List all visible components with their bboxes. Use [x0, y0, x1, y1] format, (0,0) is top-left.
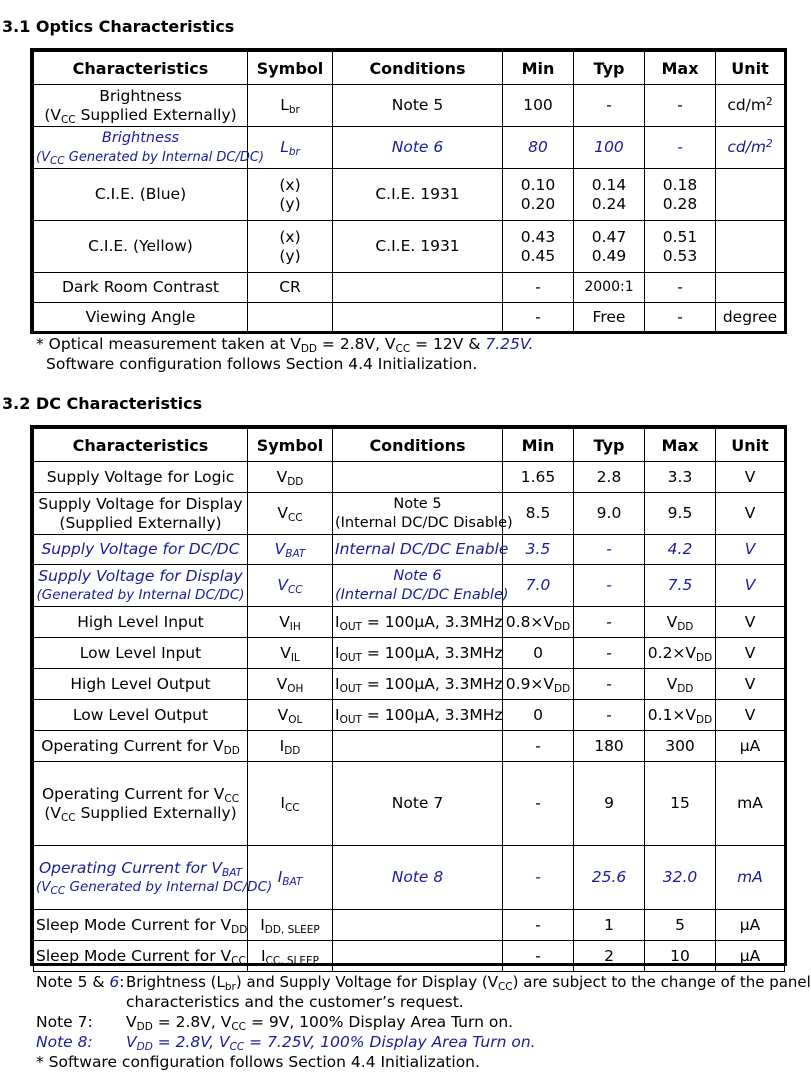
symbol-cell: $V_{OL}$	[248, 700, 333, 731]
characteristic-cell: Operating Current for $V_{CC}$ ($V_{CC}$ Supplied Externally)	[34, 762, 248, 846]
header-max: Max	[645, 52, 716, 85]
table-row	[34, 731, 785, 762]
note-8-text: $V_{DD} = 2.8V$, $V_{CC} = 7.25V$, 100% Display Area Turn on.	[126, 1033, 536, 1053]
min-cell: 80	[503, 127, 574, 169]
typ-cell: 2.8	[574, 462, 645, 493]
typ-cell: -	[574, 85, 645, 127]
characteristic-cell: Sleep Mode Current for $V_{CC}$	[34, 941, 248, 972]
typ-cell: 100	[574, 127, 645, 169]
unit-cell: degree	[716, 303, 785, 333]
condition-cell: $I_{OUT} = 100\mu A$, 3.3MHz	[333, 607, 503, 638]
characteristic-cell: Low Level Input	[34, 638, 248, 669]
characteristic-cell: Dark Room Contrast	[34, 273, 248, 303]
typ-cell: 0.47 0.49	[574, 221, 645, 273]
condition-cell	[333, 910, 503, 941]
typ-cell: -	[574, 565, 645, 607]
condition-cell: C.I.E. 1931	[333, 221, 503, 273]
table-row	[34, 169, 785, 221]
table-row	[34, 700, 785, 731]
min-cell: -	[503, 731, 574, 762]
unit-cell: V	[716, 607, 785, 638]
min-cell: 0	[503, 638, 574, 669]
symbol-cell: (x) (y)	[248, 169, 333, 221]
typ-cell: 2000:1	[574, 273, 645, 303]
max-cell: $V_{DD}$	[645, 607, 716, 638]
max-cell: -	[645, 127, 716, 169]
dc-table	[30, 425, 787, 966]
max-cell: -	[645, 85, 716, 127]
min-cell: 7.0	[503, 565, 574, 607]
typ-cell: 9.0	[574, 493, 645, 535]
characteristic-cell: Viewing Angle	[34, 303, 248, 333]
typ-cell: Free	[574, 303, 645, 333]
symbol-cell: $I_{BAT}$	[248, 846, 333, 910]
table-row	[34, 535, 785, 565]
max-cell: -	[645, 273, 716, 303]
table-row	[34, 303, 785, 333]
header-symbol: Symbol	[248, 429, 333, 462]
table-row	[34, 607, 785, 638]
symbol-cell: $L_{br}$	[248, 127, 333, 169]
min-cell: $0.8\times V_{DD}$	[503, 607, 574, 638]
condition-cell: Note 6	[333, 127, 503, 169]
note-5-6-line-2: characteristics and the customer’s request.	[126, 993, 464, 1011]
table-row	[34, 462, 785, 493]
typ-cell: 2	[574, 941, 645, 972]
table-row	[34, 846, 785, 910]
symbol-cell: CR	[248, 273, 333, 303]
symbol-cell: $V_{CC}$	[248, 493, 333, 535]
condition-cell	[333, 273, 503, 303]
condition-cell: C.I.E. 1931	[333, 169, 503, 221]
note-5-6-label: Note 5 & 6:	[36, 973, 125, 991]
header-typ: Typ	[574, 52, 645, 85]
unit-cell	[716, 169, 785, 221]
max-cell: 5	[645, 910, 716, 941]
symbol-cell: $I_{DD, SLEEP}$	[248, 910, 333, 941]
min-cell: 0.43 0.45	[503, 221, 574, 273]
symbol-cell: $I_{CC}$	[248, 762, 333, 846]
note-7-label: Note 7:	[36, 1013, 93, 1031]
condition-cell	[333, 731, 503, 762]
optics-footnote-2: Software configuration follows Section 4.4 Initialization.	[46, 355, 478, 373]
unit-cell: μA	[716, 941, 785, 972]
header-conditions: Conditions	[333, 429, 503, 462]
characteristic-cell: Supply Voltage for Display (Generated by Internal DC/DC)	[34, 565, 248, 607]
max-cell: -	[645, 303, 716, 333]
symbol-cell: $V_{BAT}$	[248, 535, 333, 565]
characteristic-cell: C.I.E. (Yellow)	[34, 221, 248, 273]
max-cell: 7.5	[645, 565, 716, 607]
characteristic-cell: Supply Voltage for DC/DC	[34, 535, 248, 565]
optics-footnote-1: * Optical measurement taken at $V_{DD} = 2.8V$, $V_{CC} = 12V$ & 7.25V.	[36, 335, 534, 355]
symbol-cell: $I_{CC, SLEEP}$	[248, 941, 333, 972]
unit-cell: μA	[716, 731, 785, 762]
max-cell: 15	[645, 762, 716, 846]
characteristic-cell: Low Level Output	[34, 700, 248, 731]
dc-header-row	[34, 429, 785, 462]
characteristic-cell: Operating Current for $V_{BAT}$ ($V_{CC}$ Generated by Internal DC/DC)	[34, 846, 248, 910]
characteristic-cell: Brightness ($V_{CC}$ Generated by Internal DC/DC)	[34, 127, 248, 169]
unit-cell: μA	[716, 910, 785, 941]
unit-cell: mA	[716, 846, 785, 910]
characteristic-cell: Sleep Mode Current for $V_{DD}$	[34, 910, 248, 941]
min-cell: -	[503, 910, 574, 941]
dc-section-heading: 3.2 DC Characteristics	[2, 394, 203, 413]
header-characteristics: Characteristics	[34, 429, 248, 462]
note-7-text: $V_{DD} = 2.8V$, $V_{CC} = 9V$, 100% Display Area Turn on.	[126, 1013, 514, 1033]
table-row	[34, 910, 785, 941]
table-row	[34, 669, 785, 700]
min-cell: 1.65	[503, 462, 574, 493]
table-row	[34, 85, 785, 127]
characteristic-cell: High Level Output	[34, 669, 248, 700]
condition-cell: $I_{OUT} = 100\mu A$, 3.3MHz	[333, 669, 503, 700]
table-row	[34, 273, 785, 303]
unit-cell: V	[716, 462, 785, 493]
condition-cell: Internal DC/DC Enable	[333, 535, 503, 565]
min-cell: 0.10 0.20	[503, 169, 574, 221]
max-cell: 300	[645, 731, 716, 762]
unit-cell	[716, 273, 785, 303]
max-cell: 0.51 0.53	[645, 221, 716, 273]
symbol-cell: $V_{IH}$	[248, 607, 333, 638]
header-typ: Typ	[574, 429, 645, 462]
table-row	[34, 565, 785, 607]
table-row	[34, 493, 785, 535]
unit-cell: V	[716, 493, 785, 535]
typ-cell: 0.14 0.24	[574, 169, 645, 221]
unit-cell: V	[716, 638, 785, 669]
unit-cell: V	[716, 535, 785, 565]
condition-cell	[333, 462, 503, 493]
condition-cell: Note 6 (Internal DC/DC Enable)	[333, 565, 503, 607]
header-conditions: Conditions	[333, 52, 503, 85]
symbol-cell: (x) (y)	[248, 221, 333, 273]
symbol-cell: $V_{OH}$	[248, 669, 333, 700]
table-row	[34, 221, 785, 273]
condition-cell: Note 5	[333, 85, 503, 127]
typ-cell: 9	[574, 762, 645, 846]
symbol-cell: $L_{br}$	[248, 85, 333, 127]
table-row	[34, 127, 785, 169]
unit-cell: V	[716, 700, 785, 731]
symbol-cell	[248, 303, 333, 333]
characteristic-cell: Operating Current for $V_{DD}$	[34, 731, 248, 762]
header-unit: Unit	[716, 429, 785, 462]
typ-cell: -	[574, 607, 645, 638]
condition-cell: $I_{OUT} = 100\mu A$, 3.3MHz	[333, 638, 503, 669]
typ-cell: -	[574, 535, 645, 565]
symbol-cell: $V_{IL}$	[248, 638, 333, 669]
typ-cell: 1	[574, 910, 645, 941]
symbol-cell: $V_{CC}$	[248, 565, 333, 607]
symbol-cell: $V_{DD}$	[248, 462, 333, 493]
typ-cell: -	[574, 669, 645, 700]
dc-footnote: * Software configuration follows Section 4.4 Initialization.	[36, 1053, 480, 1071]
max-cell: $V_{DD}$	[645, 669, 716, 700]
characteristic-cell: C.I.E. (Blue)	[34, 169, 248, 221]
min-cell: -	[503, 273, 574, 303]
condition-cell: $I_{OUT} = 100\mu A$, 3.3MHz	[333, 700, 503, 731]
min-cell: -	[503, 303, 574, 333]
characteristic-cell: Supply Voltage for Logic	[34, 462, 248, 493]
min-cell: 100	[503, 85, 574, 127]
typ-cell: -	[574, 638, 645, 669]
max-cell: $0.1\times V_{DD}$	[645, 700, 716, 731]
min-cell: 0	[503, 700, 574, 731]
typ-cell: 25.6	[574, 846, 645, 910]
max-cell: 32.0	[645, 846, 716, 910]
min-cell: -	[503, 762, 574, 846]
max-cell: 10	[645, 941, 716, 972]
note-5-6-line-1: Brightness $(L_{br})$ and Supply Voltage for Display $(V_{CC})$ are subject to the change of the panel	[126, 973, 811, 993]
condition-cell	[333, 941, 503, 972]
typ-cell: 180	[574, 731, 645, 762]
unit-cell: $cd/m^2$	[716, 127, 785, 169]
header-symbol: Symbol	[248, 52, 333, 85]
max-cell: $0.2\times V_{DD}$	[645, 638, 716, 669]
min-cell: 8.5	[503, 493, 574, 535]
optics-table	[30, 48, 787, 334]
min-cell: -	[503, 846, 574, 910]
condition-cell: Note 5 (Internal DC/DC Disable)	[333, 493, 503, 535]
characteristic-cell: Supply Voltage for Display (Supplied Externally)	[34, 493, 248, 535]
header-min: Min	[503, 52, 574, 85]
min-cell: 3.5	[503, 535, 574, 565]
max-cell: 3.3	[645, 462, 716, 493]
header-unit: Unit	[716, 52, 785, 85]
max-cell: 9.5	[645, 493, 716, 535]
header-min: Min	[503, 429, 574, 462]
header-max: Max	[645, 429, 716, 462]
table-row	[34, 638, 785, 669]
table-row	[34, 762, 785, 846]
condition-cell: Note 7	[333, 762, 503, 846]
characteristic-cell: Brightness ($V_{CC}$ Supplied Externally)	[34, 85, 248, 127]
symbol-cell: $I_{DD}$	[248, 731, 333, 762]
unit-cell: V	[716, 565, 785, 607]
max-cell: 4.2	[645, 535, 716, 565]
note-8-label: Note 8:	[36, 1033, 93, 1051]
unit-cell: V	[716, 669, 785, 700]
header-characteristics: Characteristics	[34, 52, 248, 85]
table-row	[34, 941, 785, 972]
optics-section-heading: 3.1 Optics Characteristics	[2, 17, 235, 36]
condition-cell	[333, 303, 503, 333]
min-cell: -	[503, 941, 574, 972]
unit-cell: $cd/m^2$	[716, 85, 785, 127]
unit-cell	[716, 221, 785, 273]
optics-header-row	[34, 52, 785, 85]
condition-cell: Note 8	[333, 846, 503, 910]
min-cell: $0.9\times V_{DD}$	[503, 669, 574, 700]
characteristic-cell: High Level Input	[34, 607, 248, 638]
unit-cell: mA	[716, 762, 785, 846]
typ-cell: -	[574, 700, 645, 731]
max-cell: 0.18 0.28	[645, 169, 716, 221]
